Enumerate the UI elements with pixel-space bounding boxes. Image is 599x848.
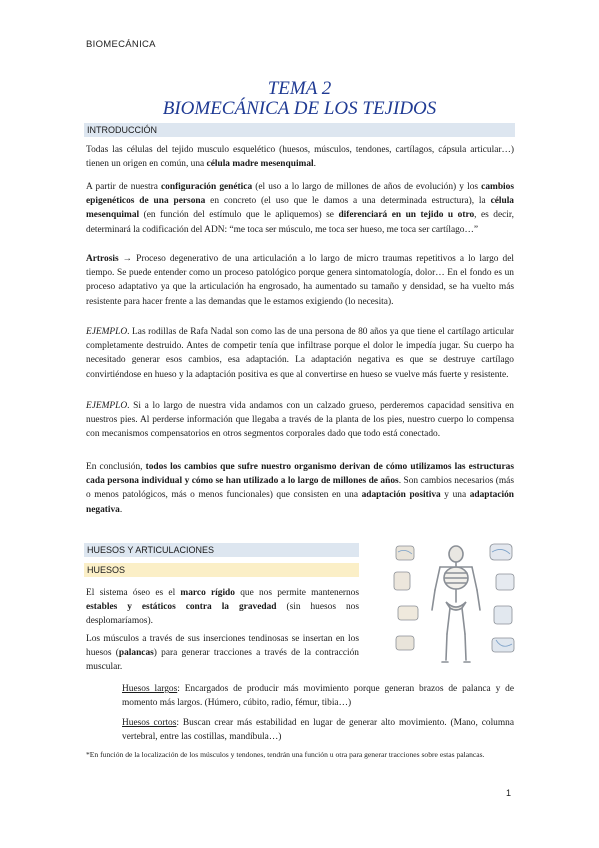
paragraph-2: A partir de nuestra configuración genética (el uso a lo largo de millones de años de evolución) y los cambios epigenéticos de una persona en concreto (el uso que le damos a una determinada estructura), la célula mesenquimal (en función del estímulo que le apliquemos) se diferenciará en un tejido u otro, es decir, determinará la codificación del ADN: “me toca ser músculo, me toca ser hueso, me toca ser cartílago…” — [86, 182, 514, 235]
list-item-huesos-largos: Huesos largos: Encargados de producir más movimiento porque generan brazos de palanca y de momento más largos. (Húmero, cúbito, radio, fémur, tibia…) — [122, 684, 514, 709]
paragraph-artrosis: Artrosis → Proceso degenerativo de una articulación a lo largo de micro traumas repetitivos a lo largo del tiempo. Se puede entender como un proceso patológico porque genera sintomatología, dolor… En el fondo es un proceso adaptativo ya que la articulación ha engrosado, ha aumentado su tamaño y densidad, se ha vuelto más resistente para hacer frente a las demandas que le estamos exigiendo (lo necesita). — [86, 254, 514, 307]
paragraph-ejemplo-2: EJEMPLO. Si a lo largo de nuestra vida andamos con un calzado grueso, perderemos capacidad sensitiva en nuestros pies. Al perderse información que llegaba a través de la planta de los pies, nuestro cuerpo lo compensa con mecanismos compensatorios en otros segmentos corporales dado que todo está conectado. — [86, 401, 514, 440]
title-line-1: TEMA 2 — [267, 78, 332, 99]
paragraph-ejemplo-1: EJEMPLO. Las rodillas de Rafa Nadal son como las de una persona de 80 años ya que tiene el cartílago articular completamente destruido. Antes de competir tenía que infiltrase porque el dolor le impedía jugar. Su cuerpo ha necesitado generar esos cambios, esa adaptación. La adaptación negativa es que se destruye cartílago convirtiéndose en hueso y la adaptación positiva es que al convertirse en hueso se vuelve más fuerte y resistente. — [86, 327, 514, 380]
page-number: 1 — [506, 788, 512, 798]
footnote: *En función de la localización de los músculos y tendones, tendrán una función u otra para generar tracciones sobre estas palancas. — [86, 750, 485, 759]
paragraph-sistema-oseo: El sistema óseo es el marco rígido que nos permite mantenernos estables y estáticos contra la gravedad (sin huesos nos desplomaríamos). — [86, 588, 360, 627]
skeleton-illustration — [392, 540, 520, 668]
page-header: BIOMECÁNICA — [86, 39, 156, 50]
list-item-huesos-cortos: Huesos cortos: Buscan crear más estabilidad en lugar de generar alto movimiento. (Mano, columna vertebral, entre las costillas, mandíbula…) — [122, 718, 515, 743]
section-heading-huesos: HUESOS — [84, 563, 359, 577]
paragraph-musculos: Los músculos a través de sus inserciones tendinosas se insertan en los huesos (palancas) para generar tracciones a través de la contracción muscular. — [86, 634, 359, 673]
paragraph-1: Todas las células del tejido musculo esquelético (huesos, músculos, tendones, cartílagos, cápsula articular…) tienen un origen en común, una célula madre mesenquimal. — [86, 145, 514, 170]
section-heading-huesos-articulaciones: HUESOS Y ARTICULACIONES — [84, 543, 359, 557]
section-heading-introduccion: INTRODUCCIÓN — [84, 123, 515, 137]
paragraph-conclusion: En conclusión, todos los cambios que sufre nuestro organismo derivan de cómo utilizamos las estructuras cada persona individual y cómo se han utilizado a lo largo de millones de años. Son cambios necesarios (más o menos patológicos, más o menos funcionales) que consisten en una adaptación positiva y una adaptación negativa. — [86, 462, 514, 515]
title-line-2: BIOMECÁNICA DE LOS TEJIDOS — [162, 98, 437, 119]
